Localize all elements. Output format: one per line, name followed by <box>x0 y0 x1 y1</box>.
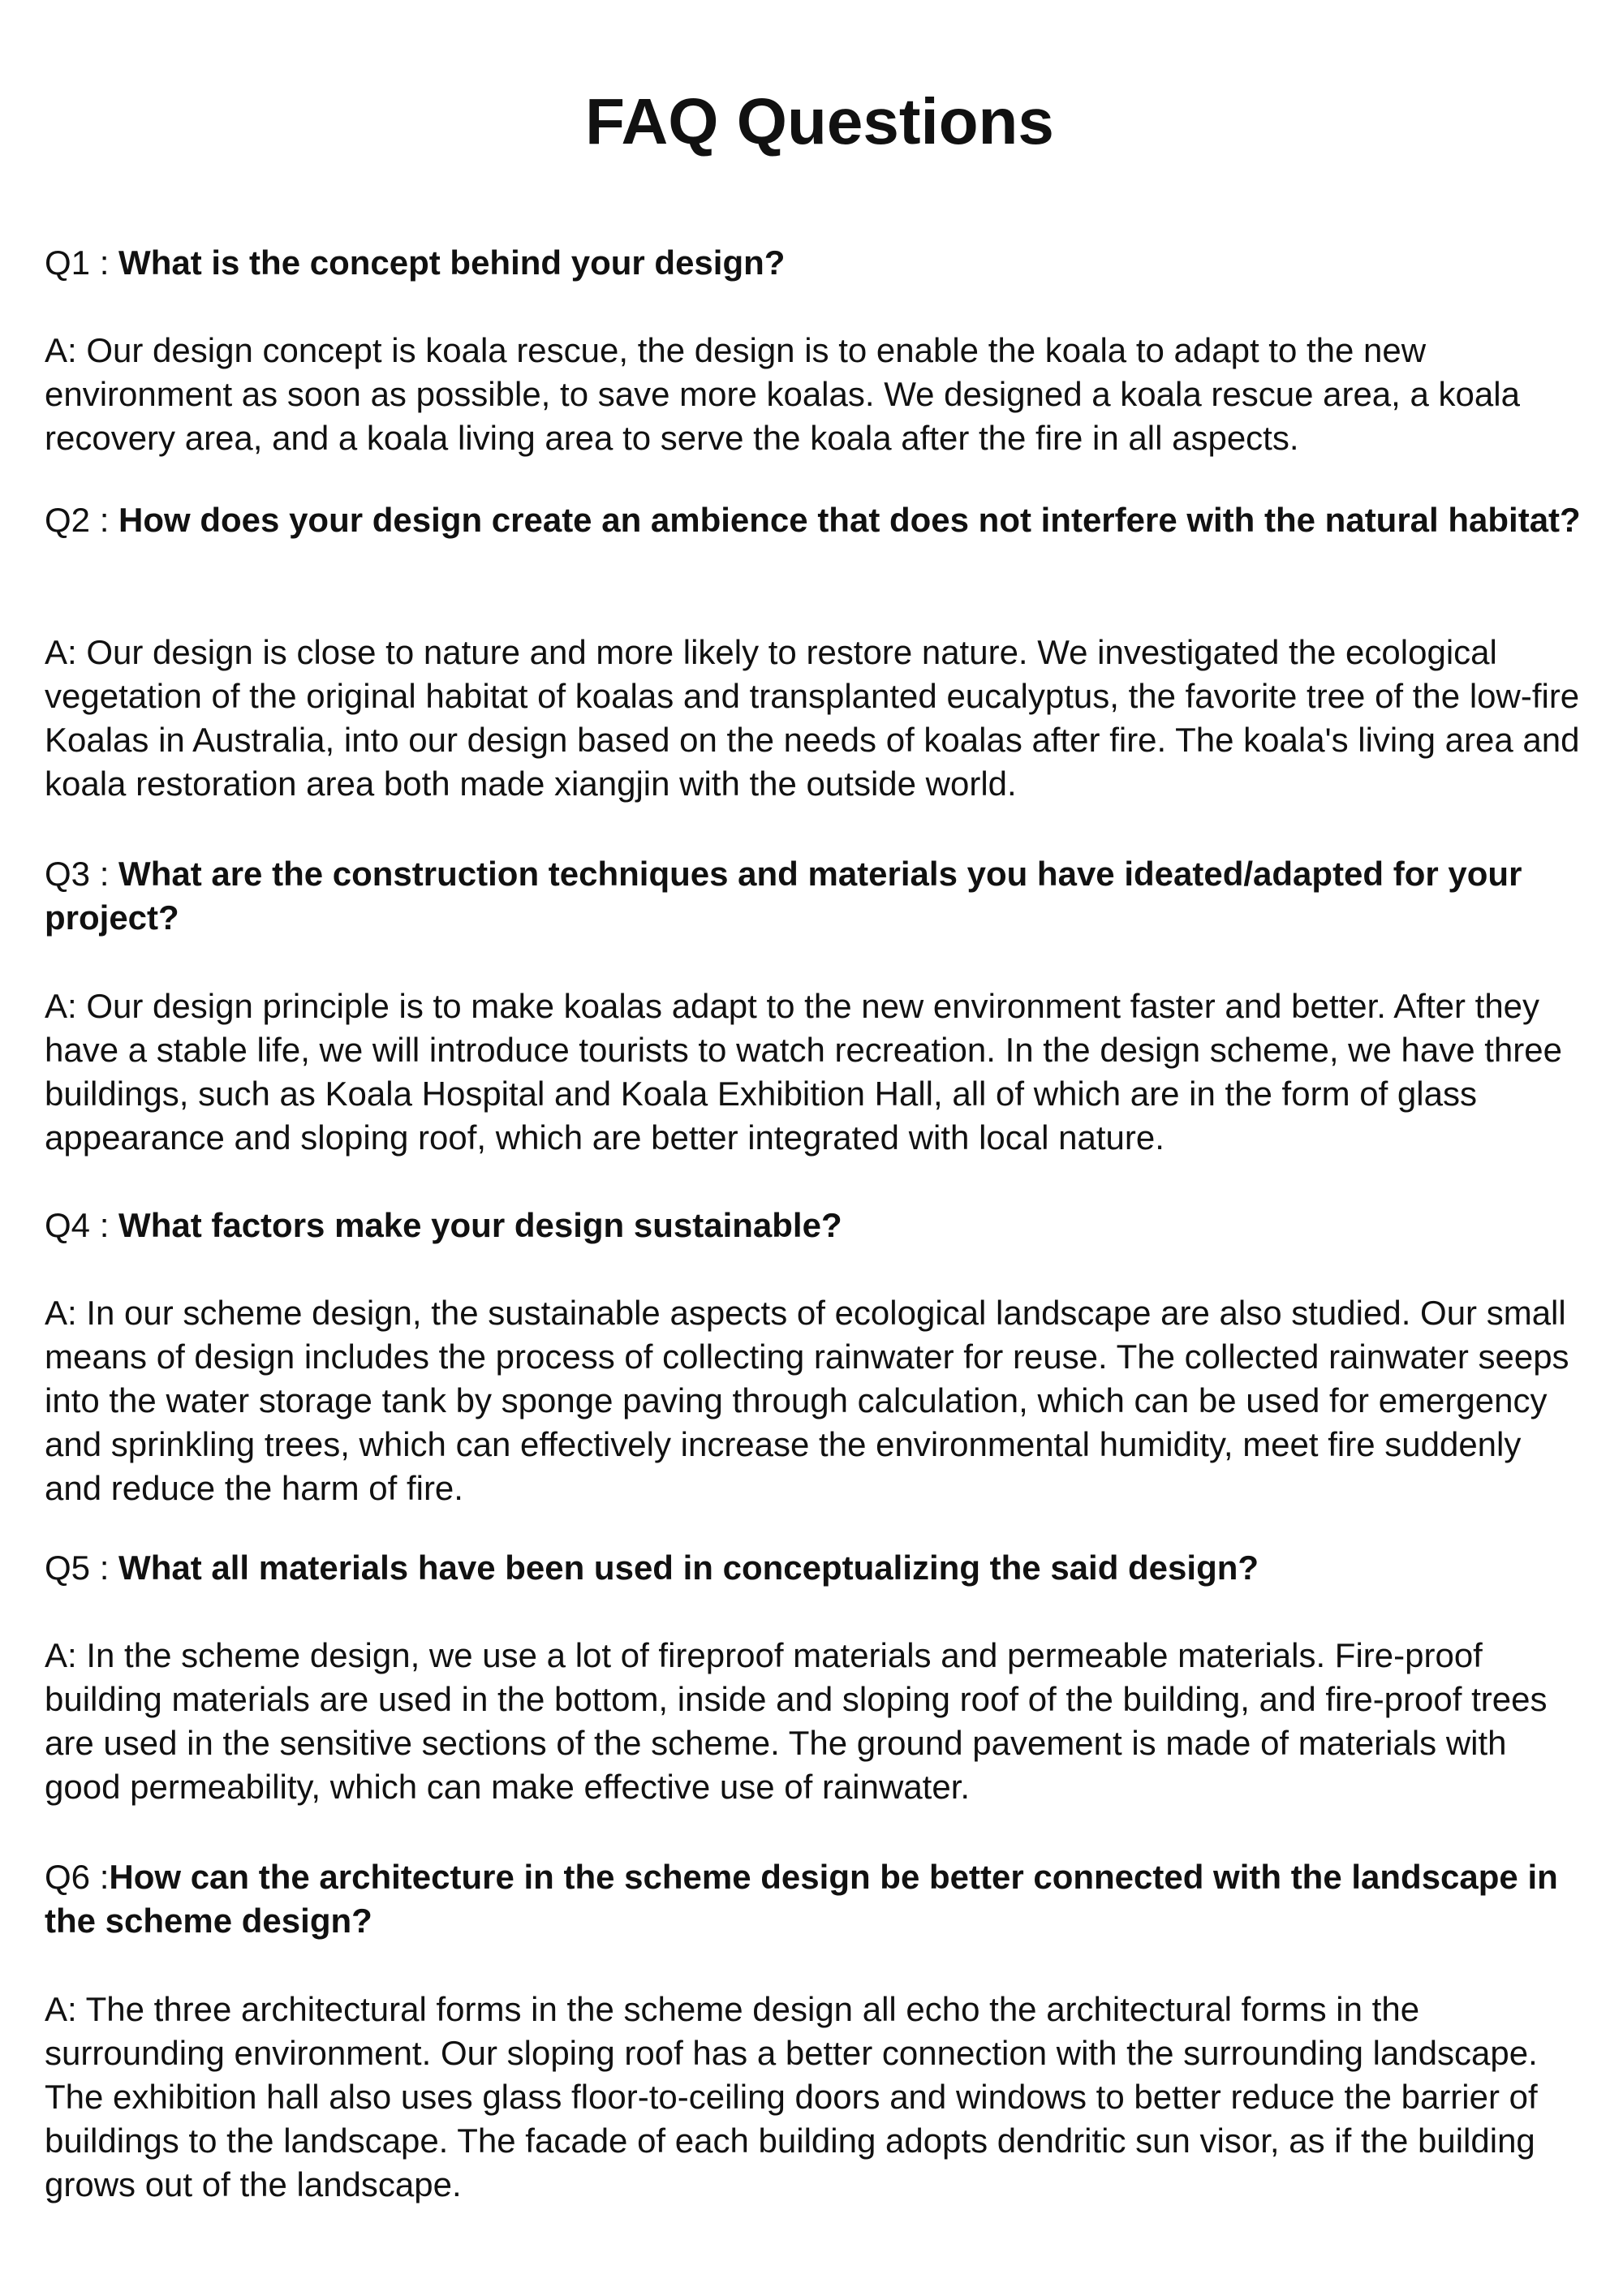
faq-question-4 <box>45 1204 1586 1247</box>
faq-question-5 <box>45 1546 1586 1590</box>
faq-question-3 <box>45 852 1586 940</box>
question-text: What is the concept behind your design? <box>118 243 786 282</box>
faq-question-1 <box>45 241 1586 285</box>
question-number: Q4 : <box>45 1206 119 1244</box>
question-text: How can the architecture in the scheme design be better connected with the landscape in the scheme design? <box>45 1858 1558 1940</box>
question-text: How does your design create an ambience that does not interfere with the natural habitat? <box>118 501 1581 539</box>
question-text: What factors make your design sustainable? <box>118 1206 842 1244</box>
faq-answer-3: A: Our design principle is to make koalas adapt to the new environment faster and better. After they have a stable life, we will introduce tourists to watch recreation. In the design scheme, we have three buildings, such as Koala Hospital and Koala Exhibition Hall, all of which are in the form of glass appearance and sloping roof, which are better integrated with local nature. <box>45 987 1562 1157</box>
faq-question-2 <box>45 498 1586 542</box>
faq-answer-6: A: The three architectural forms in the scheme design all echo the architectural forms in the surrounding environment. Our sloping roof has a better connection with the surrounding landscape. The exhibition hall also uses glass floor-to-ceiling doors and windows to better reduce the barrier of buildings to the landscape. The facade of each building adopts dendritic sun visor, as if the building grows out of the landscape. <box>45 1990 1538 2203</box>
question-text: What are the construction techniques and materials you have ideated/adapted for your project? <box>45 855 1522 937</box>
question-number: Q6 : <box>45 1858 110 1896</box>
question-number: Q3 : <box>45 855 119 893</box>
faq-answer-4: A: In our scheme design, the sustainable aspects of ecological landscape are also studied. Our small means of design includes the process of collecting rainwater for reuse. The collected rainwater seeps into the water storage tank by sponge paving through calculation, which can be used for emergency and sprinkling trees, which can effectively increase the environmental humidity, meet fire suddenly and reduce the harm of fire. <box>45 1294 1569 1507</box>
question-text: What all materials have been used in conceptualizing the said design? <box>118 1549 1259 1587</box>
question-number: Q2 : <box>45 501 119 539</box>
faq-answer-2: A: Our design is close to nature and more likely to restore nature. We investigated the ecological vegetation of the original habitat of koalas and transplanted eucalyptus, the favorite tree of the low-fire Koalas in Australia, into our design based on the needs of koalas after fire. The koala's living area and koala restoration area both made xiangjin with the outside world. <box>45 633 1580 803</box>
page-title: FAQ Questions <box>585 85 1054 157</box>
faq-answer-1: A: Our design concept is koala rescue, the design is to enable the koala to adapt to the new environment as soon as possible, to save more koalas. We designed a koala rescue area, a koala recovery area, and a koala living area to serve the koala after the fire in all aspects. <box>45 331 1520 457</box>
question-number: Q5 : <box>45 1549 119 1587</box>
faq-answer-5: A: In the scheme design, we use a lot of fireproof materials and permeable materials. Fire-proof building materials are used in the bottom, inside and sloping roof of the building, and fire-proof trees are used in the sensitive sections of the scheme. The ground pavement is made of materials with good permeability, which can make effective use of rainwater. <box>45 1636 1548 1806</box>
faq-question-6 <box>45 1855 1586 1943</box>
question-number: Q1 : <box>45 243 119 282</box>
